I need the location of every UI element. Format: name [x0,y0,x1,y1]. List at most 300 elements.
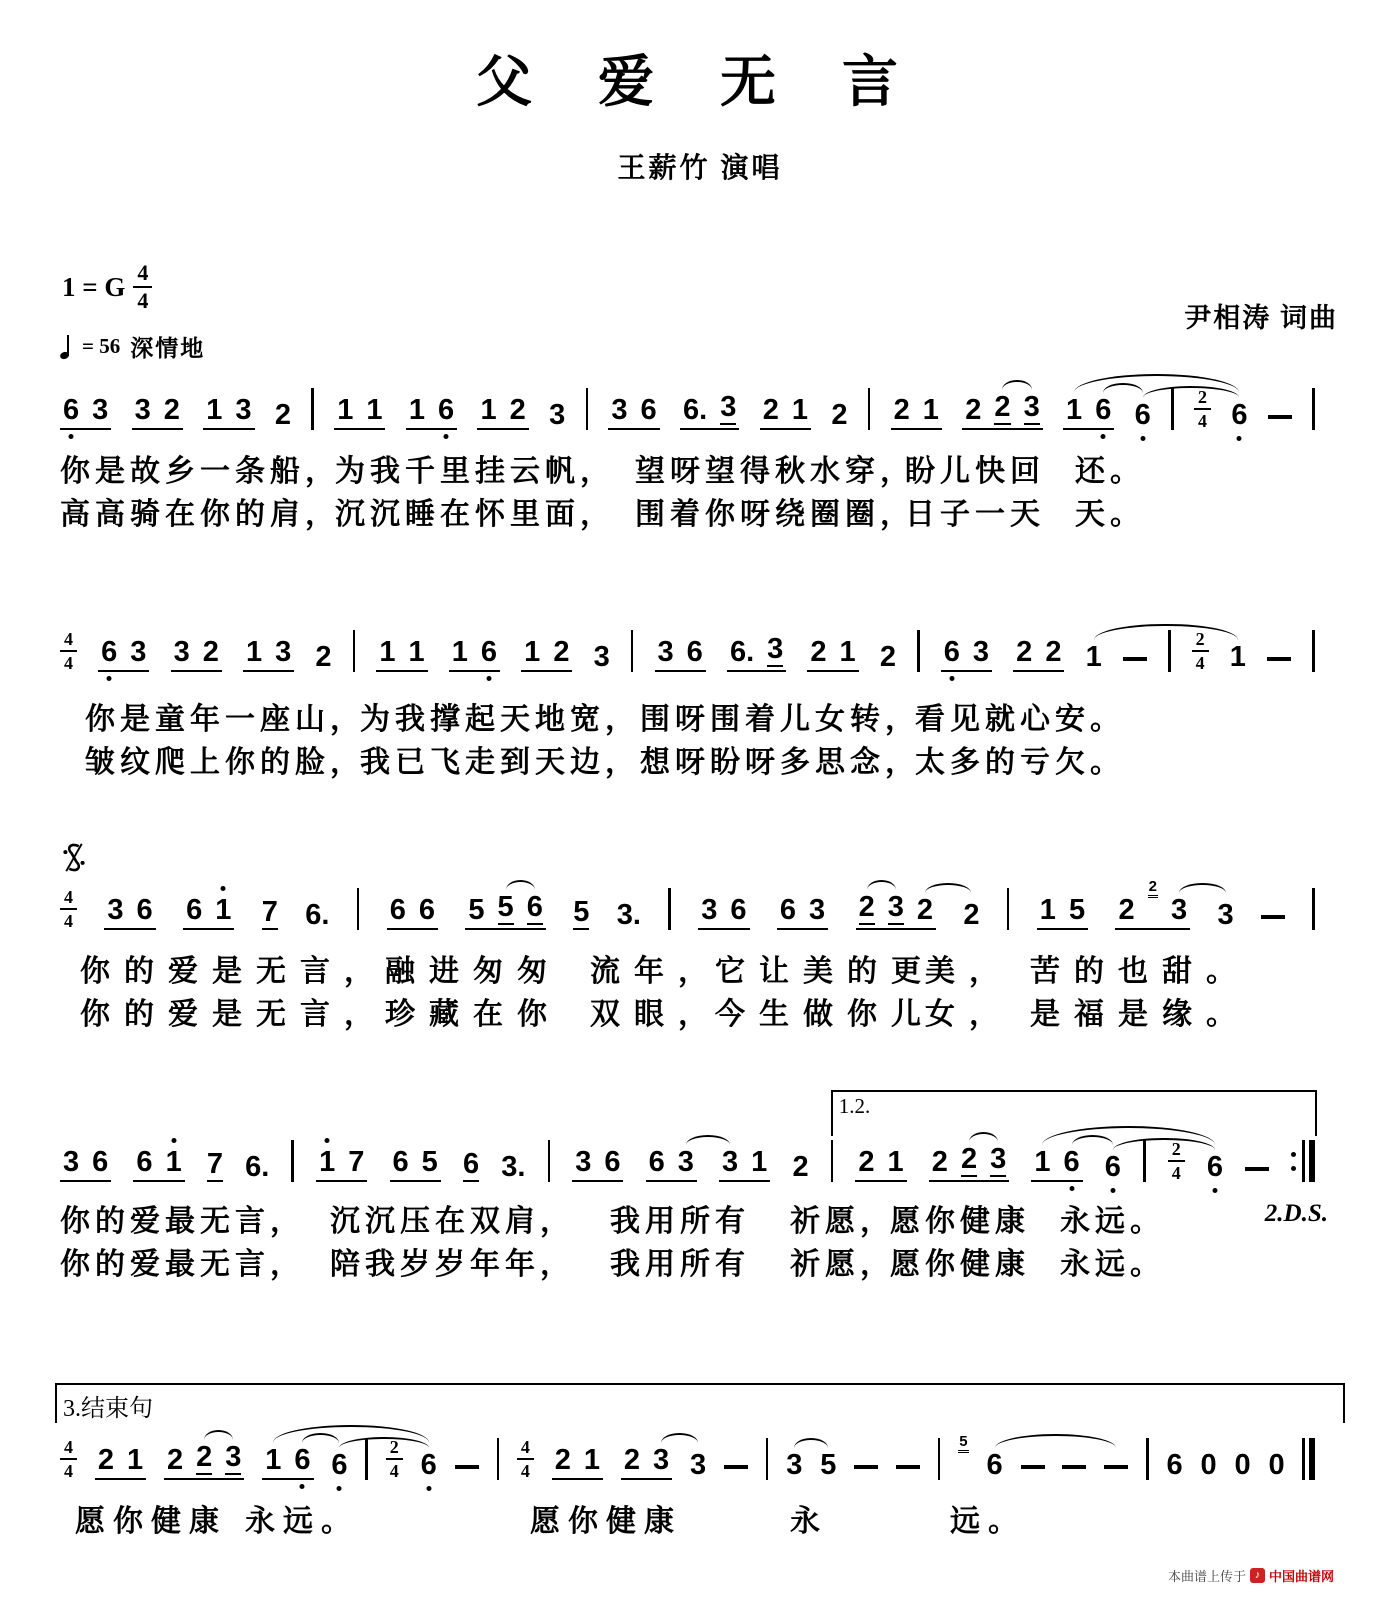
note: 6 [389,894,406,926]
note: 6 [1166,1449,1183,1481]
lyric-phrase: 永 [790,1505,828,1538]
beam-group [855,1148,906,1182]
octave-dot-below [1237,436,1242,441]
tie-slur-arc [925,883,972,893]
barline [548,1140,551,1182]
note: 6 [779,894,797,926]
octave-dot-below [337,1486,342,1491]
note: 6 [63,396,79,425]
note: 7 [206,1148,223,1180]
volta-bracket [831,1090,1317,1136]
beam-group [646,1148,697,1182]
duration-dash [854,1465,878,1470]
lyric-phrase: 围着你呀绕圈圈， [635,498,915,531]
duration-dash [724,1465,748,1470]
octave-dot-below [444,434,449,439]
note: 2 [879,641,896,673]
duration-dash [455,1465,479,1470]
lyric-phrase: 它让美的更 [715,955,935,988]
note: 3 [225,1441,242,1473]
beam-group [698,896,749,930]
octave-dot-below [300,1484,305,1489]
lyric-phrase: 日子一天 [905,498,1045,531]
note: 3 [690,1449,707,1481]
note: 6 [421,1451,437,1480]
octave-dot-below [107,676,112,681]
note: 5 [468,894,485,926]
octave-dot-below [1140,436,1145,441]
grace-note: 5 [958,1434,968,1453]
note: 6. [729,636,755,668]
note: 3 [657,636,674,668]
note: 3 [235,394,252,426]
octave-dot-below [1101,434,1106,439]
ts-numerator: 2 [1168,1140,1185,1162]
ts-denominator: 4 [520,1461,530,1481]
lyric-phrase: 你是童年一座山， [85,703,365,736]
note: 2 [554,1444,571,1476]
note: 3 [677,1146,694,1178]
lyric-phrase: 盼儿快回 [905,455,1045,488]
note: 6 [648,1146,665,1178]
octave-dot-above [221,886,226,891]
note: 3. [501,1151,526,1183]
beam-group [1013,638,1064,672]
beam-group [856,893,936,930]
watermark [1168,1566,1334,1585]
note: 3 [275,636,292,668]
barline [365,1438,368,1480]
beam-group [406,396,457,430]
beam-group [164,1443,244,1480]
thick-bar [1309,1438,1315,1480]
barline [353,630,356,672]
barline [1143,1140,1146,1182]
time-signature [1192,630,1209,672]
beam-group [777,896,828,930]
tie-slur-arc [794,1438,828,1448]
duration-dash [1021,1465,1045,1470]
tie-slur-arc [1074,374,1239,393]
ts-denominator: 4 [1171,1163,1181,1183]
beam-group [98,638,149,672]
note: 0 [1268,1449,1285,1481]
note: 2 [274,399,292,431]
ts-numerator: 2 [1194,388,1211,410]
beam-group [171,638,222,672]
lyrics-chorus-row2 [0,989,1400,1029]
note: 1 [265,1444,282,1476]
lyric-phrase: 苦的也甜。 [1030,955,1250,988]
tie-slur-arc [686,1135,730,1145]
lyric-phrase: 你的爱是无言， [80,955,388,988]
time-signature [517,1438,534,1480]
note: 6 [1095,396,1111,425]
barline [1007,888,1010,930]
meter-fraction: $\frac{4}{4}$ [133,262,152,312]
note: 3 [549,399,566,431]
lyric-phrase: 美， [925,955,1013,988]
note: 3 [720,391,737,423]
note: 2 [315,641,332,673]
barline [291,1140,294,1182]
note: 2 [163,394,180,426]
note: 1 [751,1146,768,1178]
note: 2 [97,1444,114,1476]
note: 1 [887,1146,904,1178]
note: 3 [972,636,990,668]
ts-numerator: 4 [517,1438,534,1460]
note: 0 [1234,1449,1251,1481]
final-barline [1302,1438,1315,1480]
note: 6 [186,894,203,926]
note: 3 [653,1444,670,1476]
note: 1 [319,1148,335,1177]
duration-dash [1261,915,1285,920]
octave-dot-above [325,1138,330,1143]
key-signature [62,262,152,312]
beam-group [262,1446,313,1480]
barline [668,888,671,930]
note: 6 [730,894,747,926]
music-line-1 [60,388,1315,430]
note: 2 [893,394,910,426]
beam-group [95,1446,146,1480]
music-line-2 [60,630,1315,672]
note: 0 [1200,1449,1217,1481]
lyric-phrase: 沉沉压在双肩， [330,1205,575,1238]
note: 2 [858,891,875,923]
barline [631,630,634,672]
note: 2 [960,1143,978,1175]
tie-slur-arc [1103,383,1142,393]
note: 1 [1085,641,1102,673]
note: 1 [337,394,354,426]
time-signature [60,1438,77,1480]
octave-dot-below [1212,1188,1217,1193]
beam-group [760,396,811,430]
note: 3 [990,1143,1007,1175]
ts-denominator: 4 [389,1461,399,1481]
note: 1 [922,394,939,426]
note: 2 [792,1151,809,1183]
beam-group [1063,396,1114,430]
time-signature [1168,1140,1185,1182]
barline [1171,388,1174,430]
note: 3 [575,1146,592,1178]
note: 1 [583,1444,600,1476]
barline [1312,888,1315,930]
note: 3 [107,894,124,926]
lyric-phrase: 永远。 [1060,1205,1165,1238]
note: 2 [994,391,1011,423]
barline [1312,388,1315,430]
ts-numerator: 4 [60,630,77,652]
beam-group [387,896,438,930]
lyric-phrase: 为我撑起天地宽， [360,703,640,736]
note: 1 [215,896,231,925]
thick-bar [1309,1140,1315,1182]
note: 1 [245,636,263,668]
note: 2 [623,1444,640,1476]
lyric-phrase: 我用所有 [610,1205,750,1238]
lyric-phrase: 今生做你儿 [715,998,935,1031]
note: 1 [839,636,856,668]
tie-slur-arc [506,880,535,890]
tie-slur-arc [1002,380,1031,390]
grace-note: 2 [1148,879,1158,898]
lyrics-verse2-row2 [0,737,1400,777]
time-signature [60,888,77,930]
note: 6 [640,394,657,426]
tie-slur-arc [1072,1135,1113,1145]
note: 2 [963,899,980,931]
note: 6 [686,636,703,668]
duration-dash [1245,1167,1269,1172]
ts-numerator: 4 [60,888,77,910]
note: 2 [965,394,982,426]
octave-dot-below [486,676,491,681]
lyrics-chorus-row1 [0,946,1400,986]
lyric-phrase: 融进匆匆 [385,955,561,988]
time-signature [60,630,77,672]
duration-dash [896,1465,920,1470]
beam-group [334,396,385,430]
ts-denominator: 4 [1198,411,1207,431]
beam-group [572,1148,623,1182]
lyric-phrase: 愿你健康 [75,1505,227,1538]
note: 1 [1066,394,1083,426]
lyrics-verse1-row1 [0,446,1400,486]
lyric-phrase: 陪我岁岁年年， [330,1248,575,1281]
tie-slur-arc [339,1437,428,1448]
note: 1 [1034,1146,1051,1178]
note: 2 [1016,636,1033,668]
beam-group [1037,896,1088,930]
note: 6 [92,1146,109,1178]
octave-dot-below [949,676,954,681]
beam-group [727,635,786,672]
lyric-phrase: 皱纹爬上你的脸， [85,746,365,779]
note: 3 [1023,391,1040,423]
lyric-phrase: 永远。 [1060,1248,1165,1281]
tie-slur-arc [969,1132,998,1142]
volta-label: 1.2. [838,1094,871,1118]
note: 7 [261,896,278,928]
ts-denominator: 4 [64,911,73,931]
ts-numerator: 2 [1192,630,1209,652]
segno-icon [62,842,86,874]
duration-dash [1268,415,1292,420]
note: 6 [986,1449,1003,1481]
tie-slur-arc [995,1434,1117,1448]
note: 1 [127,1444,144,1476]
tie-slur-arc [1113,1138,1215,1150]
lyric-phrase: 珍藏在你 [385,998,561,1031]
lyrics-coda-row [0,1496,1400,1536]
octave-dot-below [1069,1186,1074,1191]
lyric-phrase: 我已飞走到天边， [360,746,640,779]
barline [357,888,360,930]
ts-numerator: 4 [60,1438,77,1460]
beam-group [655,638,706,672]
watermark-text: 本曲谱上传于 [1167,1569,1246,1584]
beam-group [621,1446,672,1480]
music-line-3 [60,878,1315,931]
note: 6. [305,899,330,931]
barline [831,1140,834,1182]
beam-group [243,638,294,672]
note: 3 [701,894,718,926]
note: 1 [166,1148,182,1177]
note: 6 [1064,1148,1080,1177]
note: 6 [294,1446,310,1475]
beam-group [104,896,155,930]
note: 2 [831,399,848,431]
tempo-marking [60,330,205,363]
note: 6 [526,891,543,923]
beam-group [477,396,528,430]
lyric-phrase: 永远。 [245,1505,359,1538]
lyric-phrase: 望呀望得秋水穿， [635,455,915,488]
note: 5 [421,1146,438,1178]
ts-denominator: 4 [1195,653,1205,673]
duration-dash [1104,1465,1128,1470]
note: 3 [722,1146,739,1178]
beam-group [133,1148,184,1182]
note: 2 [202,636,219,668]
note: 1 [408,394,425,426]
lyric-phrase: 沉沉睡在怀里面， [335,498,615,531]
site-logo-icon: ♪ [1250,1568,1265,1583]
lyric-phrase: 祈愿， [790,1248,895,1281]
lyric-phrase: 你的爱最无言， [60,1205,305,1238]
barline [1312,630,1315,672]
note: 3 [63,1146,80,1178]
barline [1146,1438,1149,1480]
tie-slur-arc [867,880,896,890]
barline [938,1438,941,1480]
note: 5 [820,1449,837,1481]
note: 1 [791,394,808,426]
note: 3 [130,636,147,668]
tie-slur-arc [1042,1126,1214,1145]
note: 1 [206,394,223,426]
note: 3 [134,394,151,426]
beam-group [1031,1148,1082,1182]
beam-group [183,896,234,930]
note: 1 [480,394,497,426]
note: 6 [136,894,153,926]
note: 3 [611,394,628,426]
beam-group [316,1148,367,1182]
beam-group [962,393,1042,430]
tie-slur-arc [1179,883,1226,893]
note: 6 [1207,1153,1223,1182]
tempo-value: = 56 [82,334,121,358]
note: 6 [1105,1153,1121,1182]
lyric-phrase: 高高骑在你的肩， [60,498,340,531]
barline [586,388,589,430]
lyric-phrase: 围呀围着儿女转， [640,703,920,736]
note: 6 [1231,401,1247,430]
beam-group [680,393,739,430]
duration-dash [1267,657,1291,662]
note: 5 [573,896,590,928]
beam-group [449,638,500,672]
note: 1 [408,636,425,668]
lyric-phrase: 流年， [590,955,722,988]
tie-slur-arc [302,1433,339,1443]
beam-group [719,1148,770,1182]
beam-group [941,638,992,672]
note: 2 [916,894,933,926]
note: 3 [173,636,190,668]
barline [868,388,871,430]
lyric-phrase: 看见就心安。 [915,703,1125,736]
note: 6 [418,894,436,926]
note: 1 [1229,641,1246,673]
note: 2 [931,1146,948,1178]
barline [766,1438,769,1480]
note: 3 [1217,899,1234,931]
barline [311,388,314,430]
duration-dash [1123,657,1147,662]
note: 6 [1135,401,1151,430]
lyrics-verse1-row2 [0,489,1400,529]
beam-group [552,1446,603,1480]
beam-group [891,396,942,430]
lyric-phrase: 你的爱最无言， [60,1248,305,1281]
note: 3 [809,894,826,926]
beam-group [376,638,427,672]
key-text: 1 = G [62,271,126,302]
octave-dot-below [426,1486,431,1491]
note: 3 [786,1449,803,1481]
note: 3 [887,891,904,923]
repeat-barline [1291,1140,1315,1182]
beam-group [521,638,572,672]
note: 2 [509,394,526,426]
composer-credit: 尹相涛 词曲 [1184,303,1338,333]
note: 2 [167,1444,184,1476]
music-line-5 [60,1433,1315,1481]
note: 2 [553,636,570,668]
lyric-phrase: 你的爱是无言， [80,998,388,1031]
time-signature [386,1438,403,1480]
note: 6 [481,638,497,667]
note: 6 [101,638,117,667]
tie-slur-arc [1094,624,1238,640]
note: 2 [762,394,779,426]
beam-group [929,1145,1009,1182]
note: 6. [245,1151,270,1183]
note: 6 [462,1148,480,1180]
note: 1 [451,636,468,668]
lyric-phrase: 太多的亏欠。 [915,746,1125,779]
lyric-phrase: 祈愿， [790,1205,895,1238]
note: 5 [497,891,514,923]
lyric-phrase: 想呀盼呀多思念， [640,746,920,779]
lyric-phrase: 双眼， [590,998,722,1031]
octave-dot-below [1110,1188,1115,1193]
barline [497,1438,500,1480]
lyric-phrase: 愿你健康 [890,1205,1030,1238]
lyric-phrase: 天。 [1075,498,1145,531]
tie-slur-arc [273,1425,428,1443]
note: 6. [683,394,708,426]
repeat-dots [1291,1152,1296,1171]
